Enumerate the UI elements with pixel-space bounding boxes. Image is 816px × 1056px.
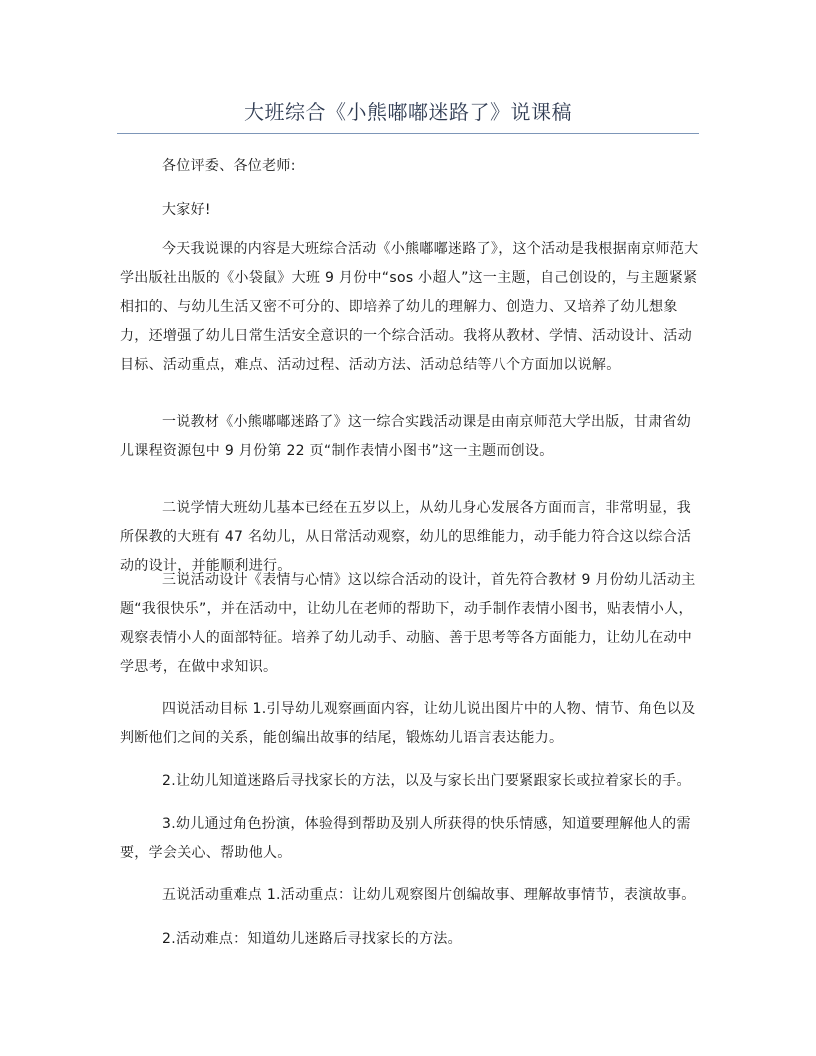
- paragraph-greeting: 大家好!: [162, 202, 211, 218]
- paragraph-keypoint-1: 五说活动重难点 1.活动重点：让幼儿观察图片创编故事、理解故事情节，表演故事。: [162, 887, 696, 903]
- paragraph-goal-1: 四说活动目标 1.引导幼儿观察画面内容，让幼儿说出图片中的人物、情节、角色以及判断他们之间的关系，能创编出故事的结尾，锻炼幼儿语言表达能力。: [120, 701, 696, 746]
- paragraph-intro: 今天我说课的内容是大班综合活动《小熊嘟嘟迷路了》，这个活动是我根据南京师范大学出版社出版的《小袋鼠》大班 9 月份中“sos 小超人”这一主题，自己创设的，与主题紧紧相扣的、与幼儿生活又密不可分的、即培养了幼儿的理解力、创造力、又培养了幼儿想象力，还增强了幼儿日常生活安全意识的一个综合活动。我将从教材、学情、活动设计、活动目标、活动重点，难点、活动过程、活动方法、活动总结等八个方面加以说解。: [120, 241, 699, 373]
- paragraph-goal-3: 3.幼儿通过角色扮演，体验得到帮助及别人所获得的快乐情感，知道要理解他人的需要，学会关心、帮助他人。: [120, 816, 691, 861]
- paragraph-textbook: 一说教材《小熊嘟嘟迷路了》这一综合实践活动课是由南京师范大学出版，甘肃省幼儿课程资源包中 9 月份第 22 页“制作表情小图书”这一主题而创设。: [120, 414, 692, 459]
- document-title: 大班综合《小熊嘟嘟迷路了》说课稿: [244, 100, 572, 124]
- paragraph-goal-2: 2.让幼儿知道迷路后寻找家长的方法，以及与家长出门要紧跟家长或拉着家长的手。: [162, 773, 691, 789]
- paragraph-design: 三说活动设计《表情与心情》这以综合活动的设计，首先符合教材 9 月份幼儿活动主题“我很快乐”，并在活动中，让幼儿在老师的帮助下，动手制作表情小图书，贴表情小人，观察表情小人的面部特征。培养了幼儿动手、动脑、善于思考等各方面能力，让幼儿在动中学思考，在做中求知识。: [120, 572, 696, 675]
- paragraph-learners: 二说学情大班幼儿基本已经在五岁以上，从幼儿身心发展各方面而言，非常明显，我所保教的大班有 47 名幼儿，从日常活动观察，幼儿的思维能力，动手能力符合这以综合活动的设计，并能顺利进行。: [120, 500, 692, 574]
- title-divider: [117, 133, 699, 134]
- paragraph-salutation: 各位评委、各位老师:: [162, 158, 296, 174]
- paragraph-keypoint-2: 2.活动难点：知道幼儿迷路后寻找家长的方法。: [162, 931, 462, 947]
